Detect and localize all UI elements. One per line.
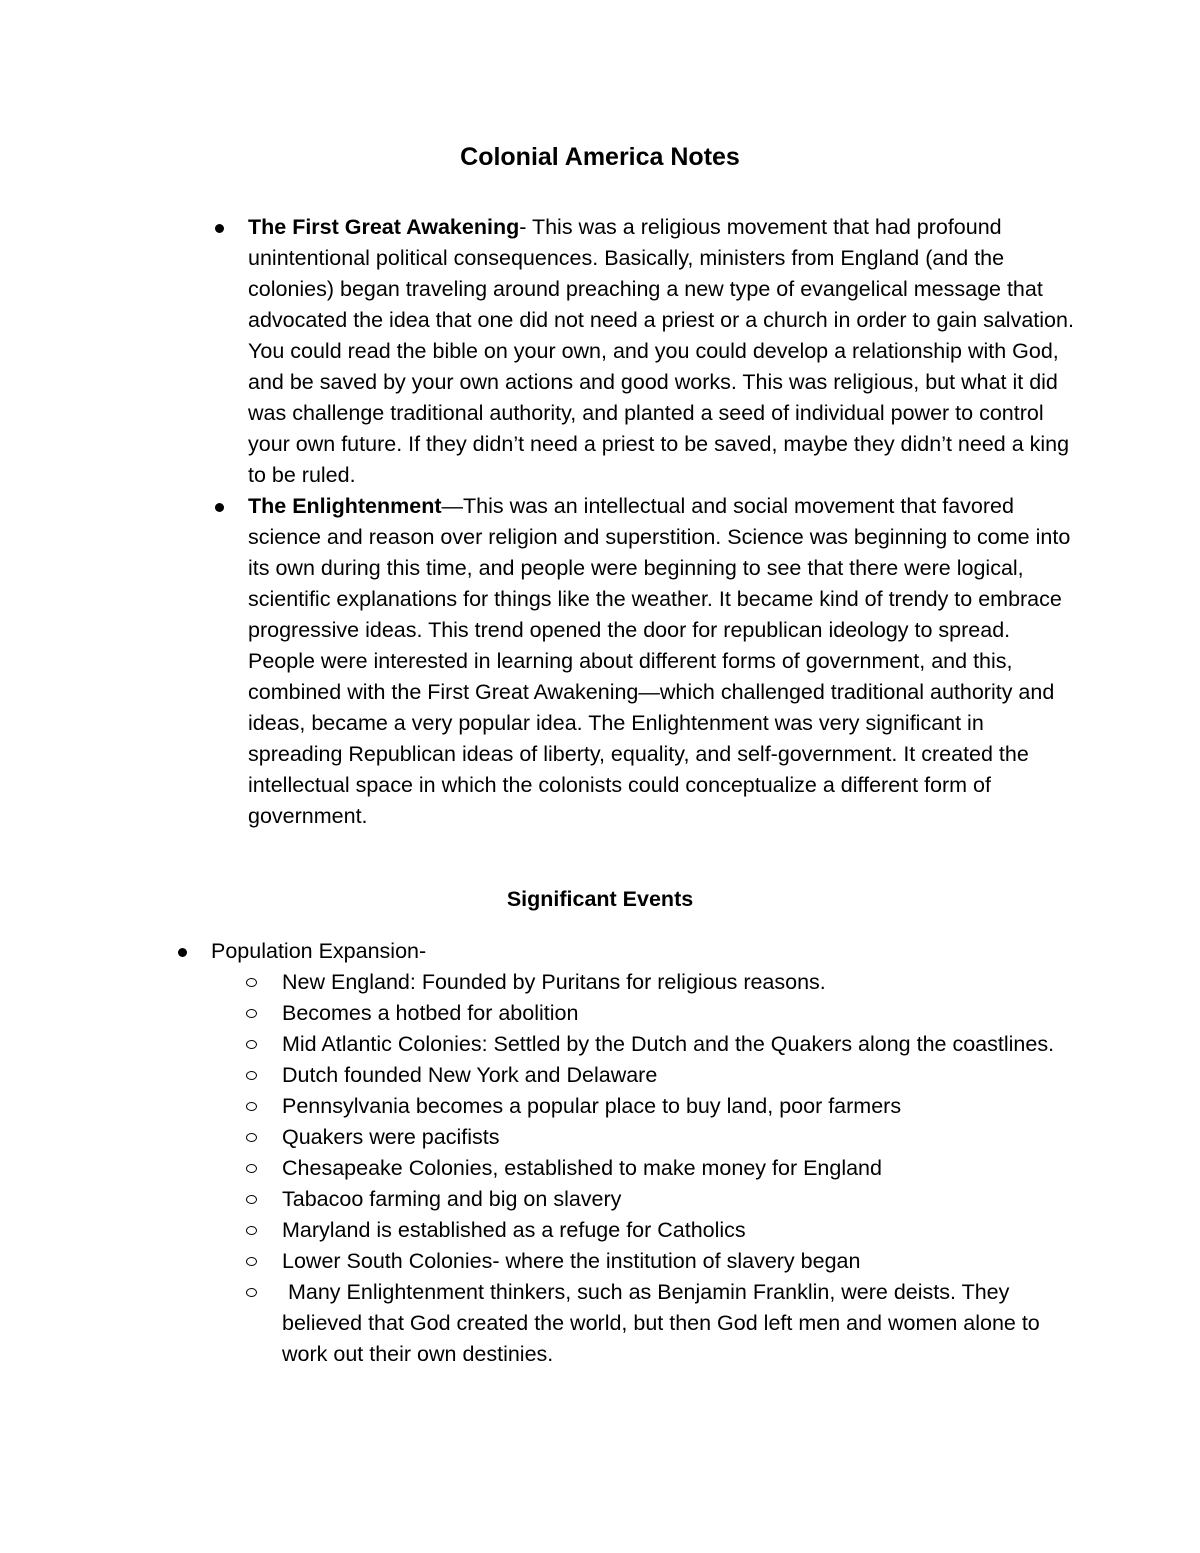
list-item <box>248 212 1078 491</box>
sub-list-item: Becomes a hotbed for abolition <box>282 998 1071 1029</box>
list-item <box>211 936 1071 1370</box>
sub-list-item: Mid Atlantic Colonies: Settled by the Dutch and the Quakers along the coastlines. <box>282 1029 1071 1060</box>
sub-list-item: Lower South Colonies- where the institution of slavery began <box>282 1246 1071 1277</box>
sub-list-item: Many Enlightenment thinkers, such as Benjamin Franklin, were deists. They believed that God created the world, but then God left men and women alone to work out their own destinies. <box>282 1277 1071 1370</box>
sub-list-item: New England: Founded by Puritans for religious reasons. <box>282 967 1071 998</box>
events-sub-list <box>211 967 1071 1370</box>
circle-bullet-icon <box>246 1102 257 1111</box>
circle-bullet-icon <box>246 1226 257 1235</box>
sub-list-item: Quakers were pacifists <box>282 1122 1071 1153</box>
section-heading: Significant Events <box>506 887 694 911</box>
circle-bullet-icon <box>246 978 257 987</box>
sub-list-item: Dutch founded New York and Delaware <box>282 1060 1071 1091</box>
term-label: The Enlightenment <box>248 494 442 518</box>
circle-bullet-icon <box>246 1133 257 1142</box>
term-description: —This was an intellectual and social movement that favored science and reason over religion and superstition. Science was beginning to come into its own during this time, and people were beginning to see that there were logical, scientific explanations for things like the weather. It became kind of trendy to embrace progressive ideas. This trend opened the door for republican ideology to spread. People were interested in learning about different forms of government, and this, combined with the First Great Awakening—which challenged traditional authority and ideas, became a very popular idea. The Enlightenment was very significant in spreading Republican ideas of liberty, equality, and self-government. It created the intellectual space in which the colonists could conceptualize a different form of government. <box>248 494 1071 828</box>
bullet-icon <box>215 224 224 233</box>
page-title: Colonial America Notes <box>460 143 740 171</box>
concept-list <box>248 212 1078 832</box>
sub-list-item: Maryland is established as a refuge for Catholics <box>282 1215 1071 1246</box>
sub-list-item: Tabacoo farming and big on slavery <box>282 1184 1071 1215</box>
circle-bullet-icon <box>246 1040 257 1049</box>
sub-list-item: Chesapeake Colonies, established to make money for England <box>282 1153 1071 1184</box>
bullet-icon <box>215 503 224 512</box>
circle-bullet-icon <box>246 1009 257 1018</box>
events-list <box>211 936 1071 1370</box>
events-label: Population Expansion- <box>211 939 427 963</box>
term-label: The First Great Awakening <box>248 215 520 239</box>
list-item <box>248 491 1078 832</box>
circle-bullet-icon <box>246 1071 257 1080</box>
bullet-icon <box>178 948 187 957</box>
circle-bullet-icon <box>246 1195 257 1204</box>
term-description: - This was a religious movement that had profound unintentional political consequences. Basically, ministers from England (and the colonies) began traveling around preaching a new type of evangelical message that advocated the idea that one did not need a priest or a church in order to gain salvation. You could read the bible on your own, and you could develop a relationship with God, and be saved by your own actions and good works. This was religious, but what it did was challenge traditional authority, and planted a seed of individual power to control your own future. If they didn’t need a priest to be saved, maybe they didn’t need a king to be ruled. <box>248 215 1074 487</box>
circle-bullet-icon <box>246 1288 257 1297</box>
circle-bullet-icon <box>246 1164 257 1173</box>
circle-bullet-icon <box>246 1257 257 1266</box>
sub-list-item: Pennsylvania becomes a popular place to buy land, poor farmers <box>282 1091 1071 1122</box>
